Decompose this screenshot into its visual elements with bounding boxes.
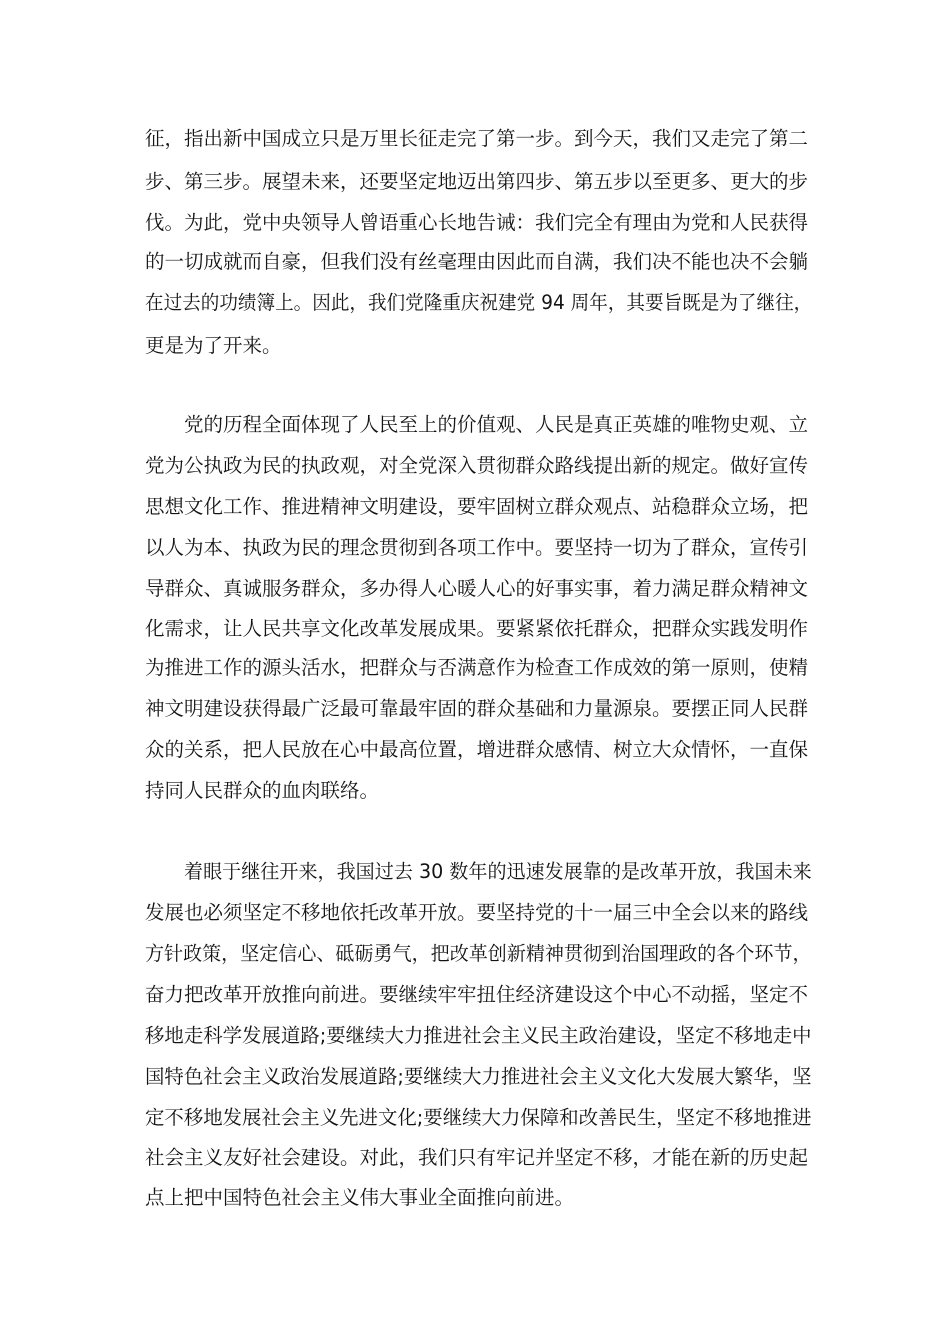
text-line: 更是为了开来。 xyxy=(145,334,282,357)
text-line: 征，指出新中国成立只是万里长征走完了第一步。到今天，我们又走完了第二 xyxy=(145,127,809,150)
text-line: 持同人民群众的血肉联络。 xyxy=(145,779,380,802)
text-line: 奋力把改革开放推向前进。要继续牢牢扭住经济建设这个中心不动摇，坚定不 xyxy=(145,983,809,1006)
text-line: 着眼于继往开来，我国过去 30 数年的迅速发展靠的是改革开放，我国未来 xyxy=(184,860,812,883)
text-line: 社会主义友好社会建设。对此，我们只有牢记并坚定不移，才能在新的历史起 xyxy=(145,1146,809,1169)
text-line: 神文明建设获得最广泛最可靠最牢固的群众基础和力量源泉。要摆正同人民群 xyxy=(145,697,809,720)
text-line: 的一切成就而自豪，但我们没有丝毫理由因此而自满，我们决不能也决不会躺 xyxy=(145,250,809,273)
text-line: 移地走科学发展道路;要继续大力推进社会主义民主政治建设，坚定不移地走中 xyxy=(145,1024,812,1047)
text-line: 导群众、真诚服务群众，多办得人心暖人心的好事实事，着力满足群众精神文 xyxy=(145,577,809,600)
text-line: 化需求，让人民共享文化改革发展成果。要紧紧依托群众，把群众实践发明作 xyxy=(145,617,809,640)
text-line: 伐。为此，党中央领导人曾语重心长地告诫：我们完全有理由为党和人民获得 xyxy=(145,211,809,234)
text-line: 步、第三步。展望未来，还要坚定地迈出第四步、第五步以至更多、更大的步 xyxy=(145,170,809,193)
text-line: 思想文化工作、推进精神文明建设，要牢固树立群众观点、站稳群众立场，把 xyxy=(145,495,809,518)
text-line: 以人为本、执政为民的理念贯彻到各项工作中。要坚持一切为了群众，宣传引 xyxy=(145,536,809,559)
text-line: 发展也必须坚定不移地依托改革开放。要坚持党的十一届三中全会以来的路线 xyxy=(145,901,809,924)
text-line: 在过去的功绩簿上。因此，我们党隆重庆祝建党 94 周年，其要旨既是为了继往， xyxy=(145,291,813,314)
text-line: 党的历程全面体现了人民至上的价值观、人民是真正英雄的唯物史观、立 xyxy=(184,413,809,436)
text-line: 为推进工作的源头活水，把群众与否满意作为检查工作成效的第一原则，使精 xyxy=(145,656,809,679)
text-line: 众的关系，把人民放在心中最高位置，增进群众感情、树立大众情怀，一直保 xyxy=(145,738,809,761)
text-line: 国特色社会主义政治发展道路;要继续大力推进社会主义文化大发展大繁华，坚 xyxy=(145,1065,812,1088)
text-line: 定不移地发展社会主义先进文化;要继续大力保障和改善民生，坚定不移地推进 xyxy=(145,1106,812,1129)
text-line: 党为公执政为民的执政观，对全党深入贯彻群众路线提出新的规定。做好宣传 xyxy=(145,454,809,477)
text-line: 点上把中国特色社会主义伟大事业全面推向前进。 xyxy=(145,1186,575,1209)
text-line: 方针政策，坚定信心、砥砺勇气，把改革创新精神贯彻到治国理政的各个环节， xyxy=(145,942,812,965)
